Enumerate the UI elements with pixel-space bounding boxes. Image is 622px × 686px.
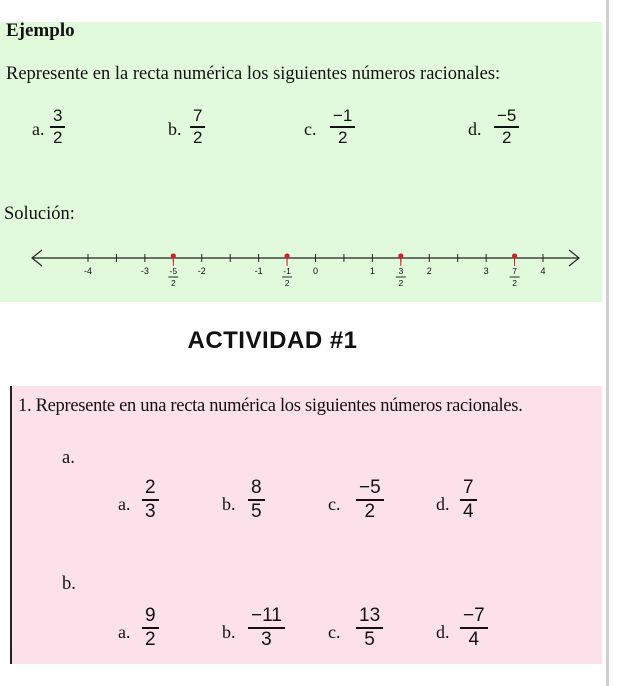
tick-label: 3	[483, 266, 489, 276]
point-denominator: 2	[512, 278, 517, 288]
fraction-numerator: 13	[359, 605, 381, 626]
item-label: c.	[304, 119, 317, 139]
fraction	[494, 107, 519, 147]
fraction-denominator: 2	[53, 127, 63, 147]
fraction-numerator: 7	[193, 106, 203, 125]
fraction-numerator: 9	[145, 605, 156, 626]
activity-instruction: 1. Represente en una recta numérica los siguientes números racionales.	[18, 396, 523, 416]
fraction-numerator: 3	[53, 106, 63, 125]
fraction-denominator: 2	[145, 628, 156, 650]
point-numerator: 3	[398, 266, 404, 276]
fraction-denominator: 2	[337, 127, 348, 147]
fraction	[356, 606, 383, 650]
group-label-a: a.	[62, 448, 75, 468]
fraction-denominator: 4	[463, 500, 474, 522]
right-edge-rule	[606, 0, 609, 686]
fraction	[356, 478, 384, 522]
point-numerator: 7	[512, 266, 517, 276]
fraction-denominator: 2	[193, 127, 203, 147]
fraction-denominator: 5	[364, 628, 375, 650]
tick-label: -2	[197, 266, 206, 276]
fraction-denominator: 4	[468, 628, 480, 650]
fraction	[190, 107, 205, 147]
example-title: Ejemplo	[6, 20, 75, 41]
fraction-denominator: 2	[364, 500, 376, 522]
item-label: a.	[118, 622, 131, 642]
fraction-denominator: 3	[145, 500, 156, 522]
fraction-numerator: −7	[463, 605, 485, 626]
tick-label: -3	[140, 266, 149, 276]
example-instruction: Represente en la recta numérica los siguientes números racionales:	[6, 64, 501, 84]
fraction-numerator: 2	[145, 477, 156, 498]
fraction	[142, 478, 159, 522]
fraction-numerator: −1	[333, 106, 353, 125]
solution-label: Solución:	[4, 204, 75, 224]
point-denominator: 2	[284, 278, 290, 288]
activity-panel	[10, 386, 602, 664]
activity-left-rule	[10, 386, 12, 664]
point-denominator: 2	[398, 278, 404, 288]
item-label: a.	[32, 119, 45, 139]
item-label: d.	[468, 119, 482, 139]
point-numerator: -5	[169, 266, 178, 276]
fraction-numerator: 7	[463, 477, 474, 498]
fraction	[248, 606, 285, 650]
item-label: c.	[328, 494, 341, 514]
tick-label: 0	[312, 266, 319, 276]
fraction-denominator: 2	[501, 127, 512, 147]
activity-title: ACTIVIDAD #1	[187, 327, 358, 354]
fraction-denominator: 5	[251, 500, 262, 522]
tick-label: 1	[369, 266, 375, 276]
fraction	[142, 606, 159, 650]
item-label: b.	[168, 119, 182, 139]
fraction	[460, 478, 477, 522]
item-label: c.	[328, 622, 341, 642]
fraction-numerator: −5	[497, 106, 517, 125]
item-label: b.	[222, 622, 236, 642]
number-line	[28, 240, 588, 296]
tick-label: -1	[254, 266, 263, 276]
group-label-b: b.	[62, 574, 76, 594]
tick-label: 4	[540, 266, 546, 276]
point-denominator: 2	[170, 278, 176, 288]
tick-label: 2	[426, 266, 432, 276]
fraction-denominator: 3	[261, 628, 272, 650]
fraction-numerator: 8	[251, 477, 262, 498]
point-numerator: -1	[283, 266, 291, 276]
fraction	[330, 107, 355, 147]
fraction	[460, 606, 488, 650]
item-label: a.	[118, 494, 131, 514]
item-label: d.	[436, 622, 450, 642]
fraction-numerator: −5	[359, 477, 381, 498]
tick-label: -4	[83, 266, 93, 276]
item-label: b.	[222, 494, 236, 514]
fraction	[50, 107, 65, 147]
fraction-numerator: −11	[251, 605, 282, 626]
fraction	[248, 478, 265, 522]
item-label: d.	[436, 494, 450, 514]
